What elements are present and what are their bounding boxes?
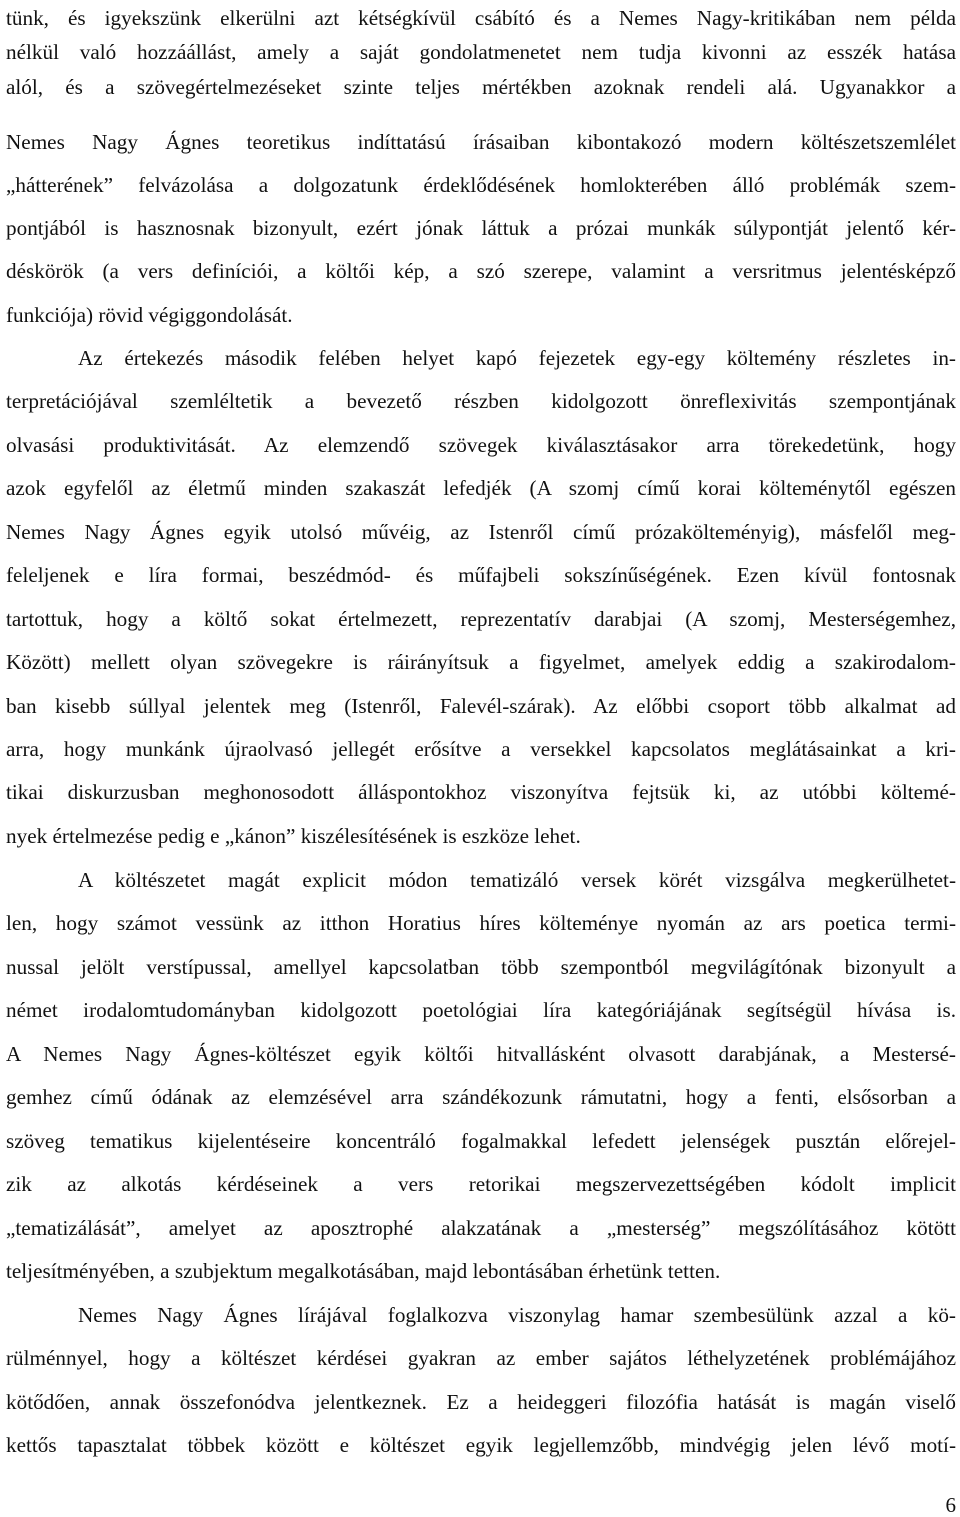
text-line: Nemes Nagy Ágnes lírájával foglalkozva viszonylag hamar szembesülünk azzal a kö- [78, 1303, 956, 1327]
text-line: német irodalomtudományban kidolgozott poetológiai líra kategóriájának segítségül hívása is. [6, 998, 956, 1022]
text-line: len, hogy számot vessünk az itthon Horatius híres költeménye nyomán az ars poetica termi- [6, 911, 956, 935]
text-line: nussal jelölt verstípussal, amellyel kapcsolatban több szempontból megvilágítónak bizonyult a [6, 955, 956, 979]
text-line: feleljenek e líra formai, beszédmód- és műfajbeli sokszínűségének. Ezen kívül fontosnak [6, 563, 956, 587]
text-line: szöveg tematikus kijelentéseire koncentráló fogalmakkal lefedett jelenségek pusztán előrejel- [6, 1129, 956, 1153]
text-line: alól, és a szövegértelmezéseket szinte teljes mértékben azoknak rendeli alá. Ugyanakkor a [6, 75, 956, 99]
text-line: nyek értelmezése pedig e „kánon” kiszélesítésének is eszköze lehet. [6, 824, 581, 848]
text-line: ban kisebb súllyal jelentek meg (Istenről, Falevél-szárak). Az előbbi csoport több alkalmat ad [6, 694, 956, 718]
text-line: déskörök (a vers definíciói, a költői kép, a szó szerepe, valamint a versritmus jelentésképző [6, 259, 956, 283]
text-line: nélkül való hozzáállást, amely a saját gondolatmenetet nem tudja kivonni az esszék hatása [6, 40, 956, 64]
text-line: tikai diskurzusban meghonosodott álláspontokhoz viszonyítva fejtsük ki, az utóbbi költemé- [6, 780, 956, 804]
text-line: olvasási produktivitását. Az elemzendő szövegek kiválasztásakor arra törekedetünk, hogy [6, 433, 956, 457]
page-number: 6 [945, 1493, 956, 1517]
text-line: kötődően, annak összefonódva jelentkeznek. Ez a heideggeri filozófia hatását is magán viselő [6, 1390, 956, 1414]
text-line: azok egyfelől az életmű minden szakaszát lefedjék (A szomj című korai költeménytől egészen [6, 476, 956, 500]
text-line: pontjából is hasznosnak bizonyult, ezért jónak láttuk a prózai munkák súlypontját jelentő kér- [6, 216, 956, 240]
text-line: rülménnyel, hogy a költészet kérdései gyakran az ember sajátos léthelyzetének problémájához [6, 1346, 956, 1370]
text-line: terpretációjával szemléltetik a bevezető részben kidolgozott önreflexivitás szempontjának [6, 389, 956, 413]
text-line: A költészetet magát explicit módon tematizáló versek körét vizsgálva megkerülhetet- [78, 868, 956, 892]
text-line: Között) mellett olyan szövegekre is ráirányítsuk a figyelmet, amelyek eddig a szakirodalom- [6, 650, 956, 674]
text-line: tartottuk, hogy a költő sokat értelmezett, reprezentatív darabjai (A szomj, Mesterségemhez, [6, 607, 956, 631]
text-line: gemhez című ódának az elemzésével arra szándékozunk rámutatni, hogy a fenti, elsősorban a [6, 1085, 956, 1109]
text-line: Nemes Nagy Ágnes teoretikus indíttatású írásaiban kibontakozó modern költészetszemlélet [6, 130, 956, 154]
text-line: zik az alkotás kérdéseinek a vers retorikai megszervezettségében kódolt implicit [6, 1172, 956, 1196]
text-line: kettős tapasztalat többek között e költészet egyik legjellemzőbb, mindvégig jelen lévő motí- [6, 1433, 956, 1457]
text-line: funkciója) rövid végiggondolását. [6, 303, 293, 327]
text-line: tünk, és igyekszünk elkerülni azt kétségkívül csábító és a Nemes Nagy-kritikában nem példa [6, 6, 956, 30]
text-line: arra, hogy munkánk újraolvasó jellegét erősítve a versekkel kapcsolatos meglátásainkat a kri- [6, 737, 956, 761]
text-line: A Nemes Nagy Ágnes-költészet egyik költői hitvallásként olvasott darabjának, a Mestersé- [6, 1042, 956, 1066]
text-line: „hátterének” felvázolása a dolgozatunk érdeklődésének homlokterében álló problémák szem- [6, 173, 956, 197]
text-line: Az értekezés második felében helyet kapó fejezetek egy-egy költemény részletes in- [78, 346, 956, 370]
text-line: Nemes Nagy Ágnes egyik utolsó művéig, az Istenről című prózakölteményig), másfelől meg- [6, 520, 956, 544]
text-line: „tematizálását”, amelyet az aposztrophé alakzatának a „mesterség” megszólításához kötött [6, 1216, 956, 1240]
text-line: teljesítményében, a szubjektum megalkotásában, majd lebontásában érhetünk tetten. [6, 1259, 721, 1283]
